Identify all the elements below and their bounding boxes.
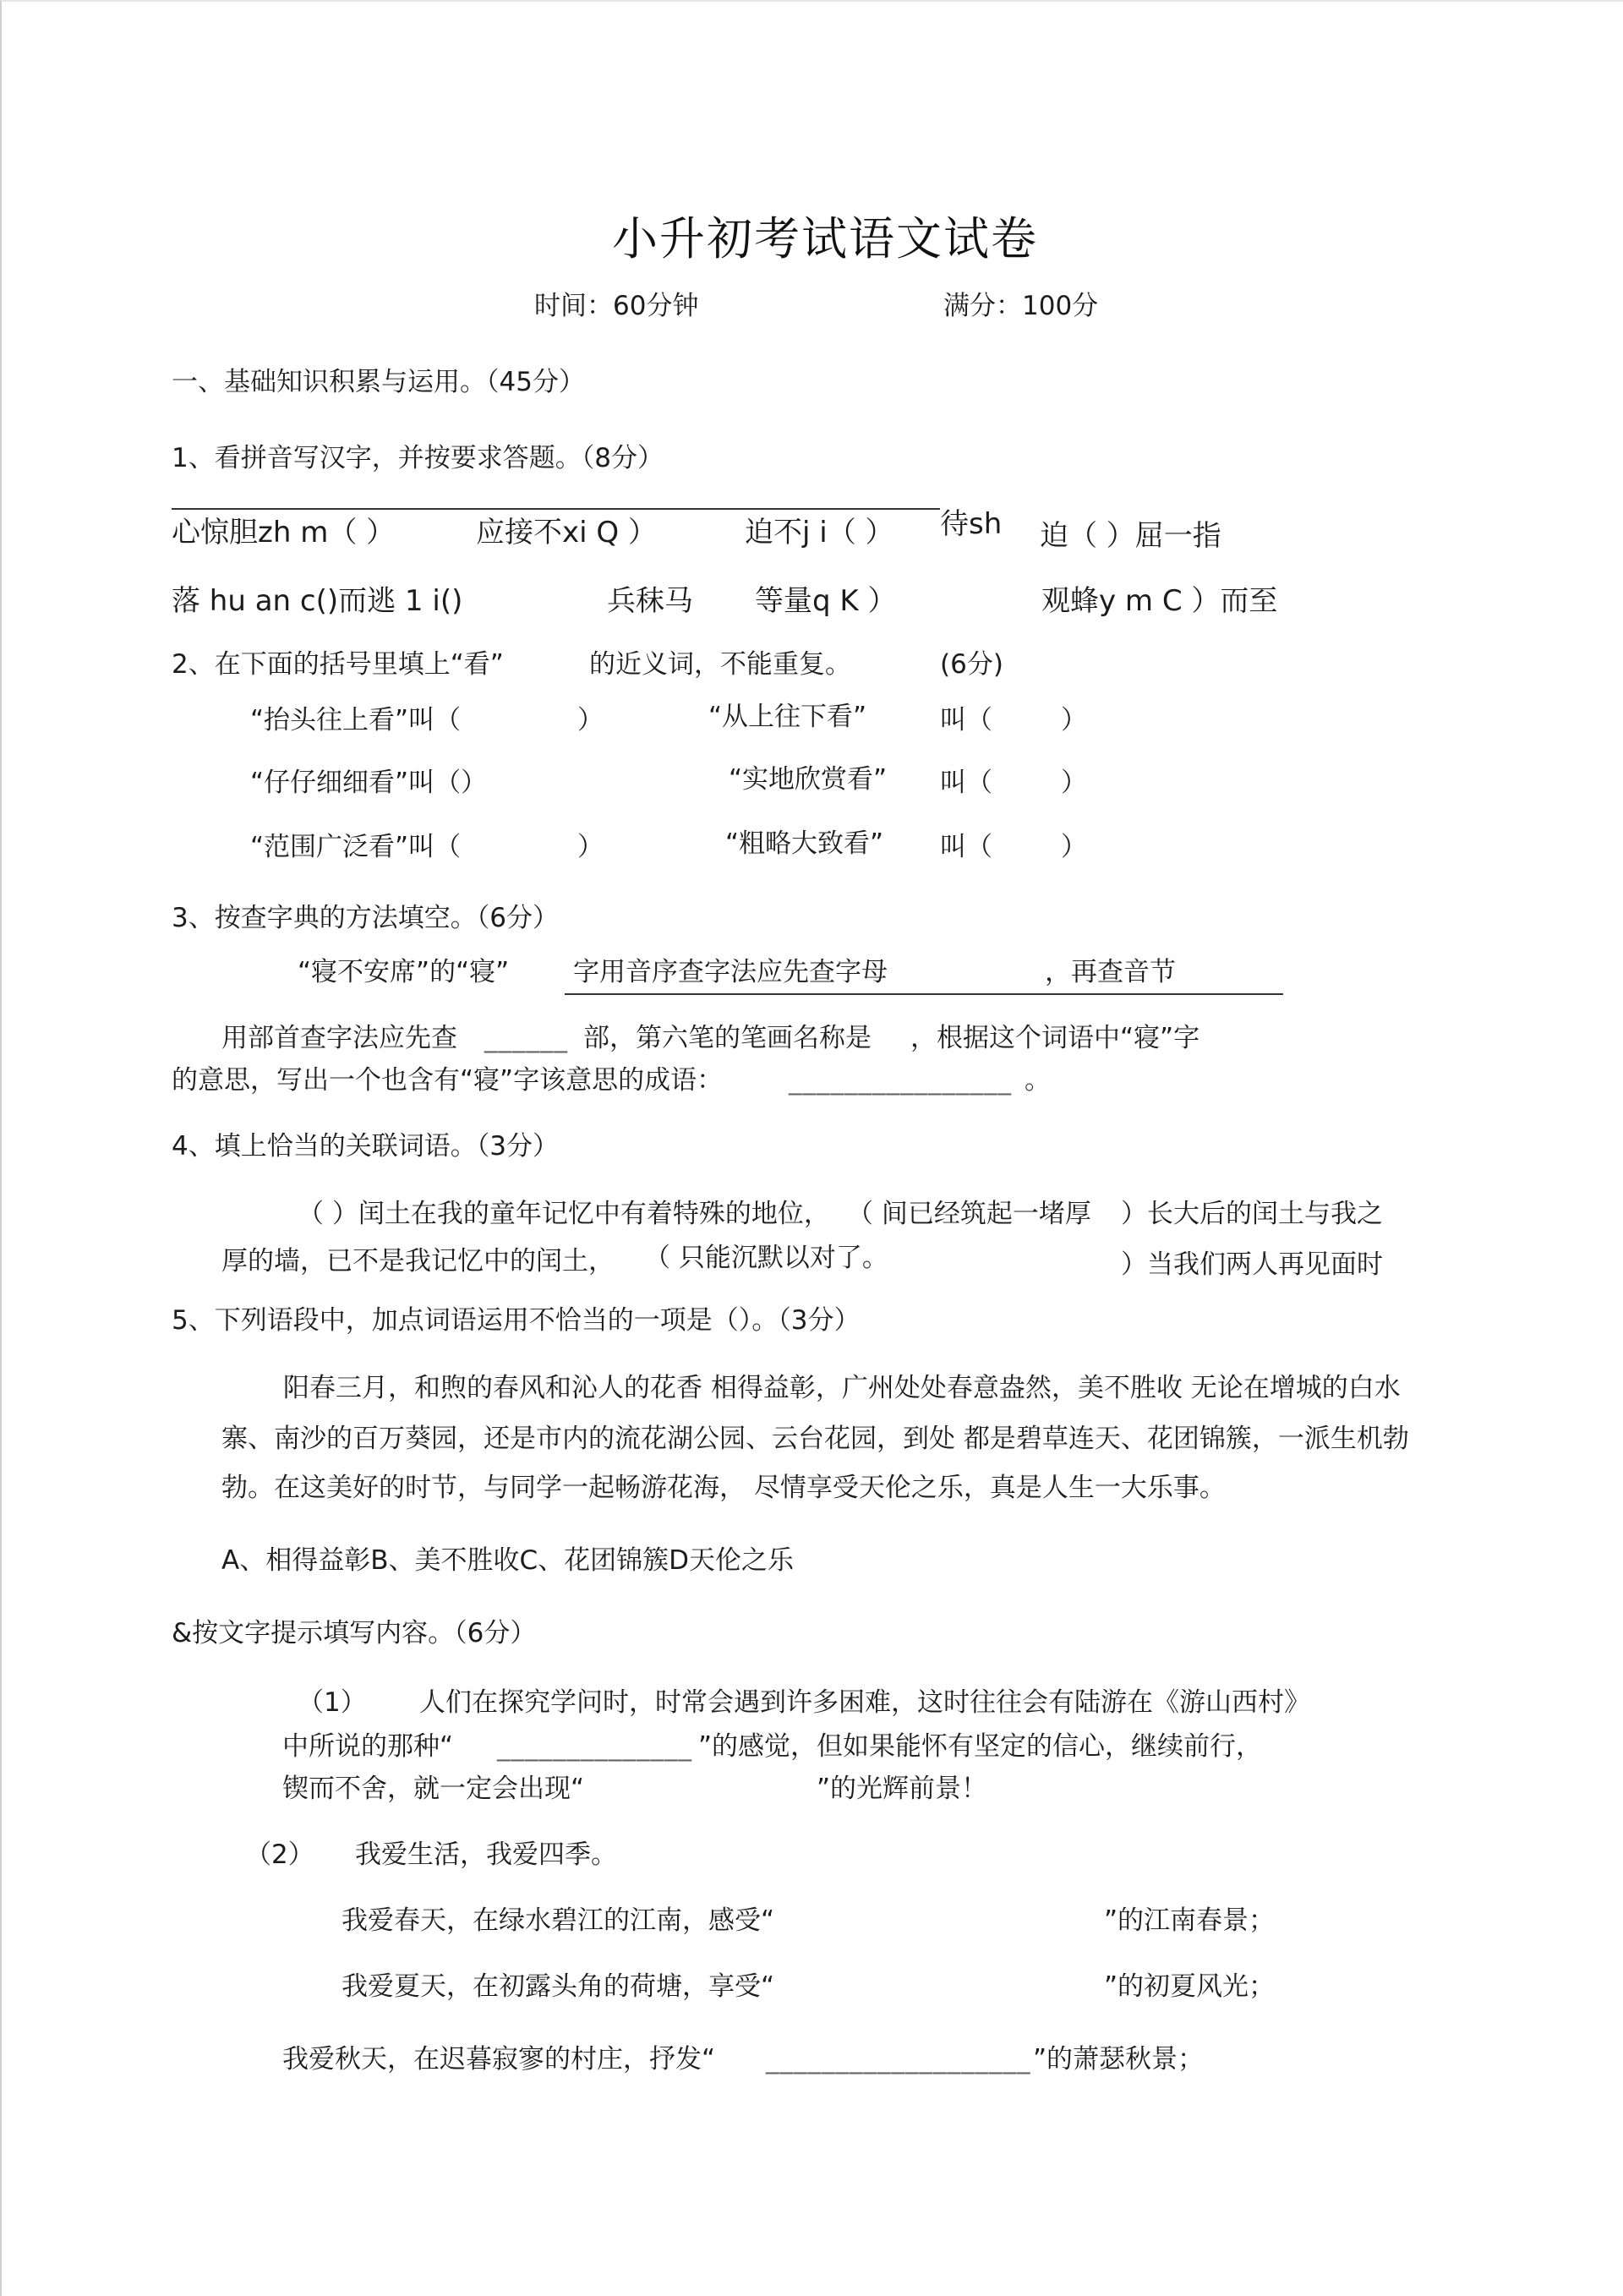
q2-left-close: ）	[577, 832, 604, 862]
q6-sub-number: （2）	[245, 1840, 314, 1870]
q2-left-close: ）	[577, 705, 604, 735]
q2-right-item: “实地欣赏看”	[729, 764, 888, 795]
q1-item: 心惊胆zh m（ ）	[172, 516, 396, 549]
page-title: 小升初考试语文试卷	[612, 212, 1038, 265]
q5-paragraph-line: 寨、南沙的百万葵园，还是市内的流花湖公园、云台花园，到处 都是碧草连天、花团锦簇，一派生机勃	[221, 1424, 1409, 1454]
q4-text: ）当我们两人再见面时	[1121, 1249, 1383, 1280]
q6-text: 我爱夏天，在初露头角的荷塘，享受“	[342, 1971, 775, 2002]
question-2-prompt: 的近义词，不能重复。	[589, 649, 851, 680]
q1-item: 观蜂y m C ）而至	[1041, 584, 1278, 618]
q6-text: 人们在探究学问时，时常会遇到许多困难，这时往往会有陆游在《游山西村》	[419, 1687, 1310, 1718]
q1-item: 兵秣马	[607, 584, 693, 618]
q3-text: ，根据这个词语中“寝”字	[910, 1023, 1200, 1053]
q2-left-item: “范围广泛看”叫（	[250, 832, 462, 862]
q1-item: 待sh	[940, 507, 1003, 541]
q2-left-item: “仔仔细细看”叫（）	[250, 768, 488, 798]
q4-text: 厚的墙，已不是我记忆中的闰土，	[221, 1246, 615, 1276]
q6-text: 锲而不舍，就一定会出现“	[282, 1774, 585, 1804]
q6-text: 中所说的那种“	[282, 1731, 454, 1762]
q4-text: （ ）闰土在我的童年记忆中有着特殊的地位，	[298, 1199, 830, 1229]
q6-text: 我爱生活，我爱四季。	[355, 1840, 617, 1870]
q2-right-close: ）	[1061, 705, 1087, 735]
q4-text: （ 只能沉默以对了。	[644, 1243, 888, 1273]
q2-right-item: “粗略大致看”	[725, 828, 884, 859]
question-2-prompt: 2、在下面的括号里填上“看”	[172, 649, 504, 680]
question-6-prompt: &按文字提示填写内容。（6分）	[172, 1618, 537, 1648]
q6-blank: ______________	[497, 1731, 692, 1762]
q3-text: ，再查音节	[1045, 957, 1176, 987]
q3-text: 部，第六笔的笔画名称是	[583, 1023, 872, 1053]
q3-text: “寝不安席”的“寝”	[298, 957, 510, 987]
exam-time: 时间：60分钟	[534, 291, 699, 321]
q2-left-item: “抬头往上看”叫（	[250, 705, 462, 735]
section-heading: 一、基础知识积累与运用。（45分）	[172, 367, 585, 397]
underline-rule	[565, 993, 1283, 995]
q5-paragraph-line: 勃。在这美好的时节，与同学一起畅游花海， 尽情享受天伦之乐，真是人生一大乐事。	[221, 1473, 1226, 1503]
q2-right-call: 叫（	[940, 768, 992, 798]
q6-text: ”的初夏风光；	[1104, 1971, 1276, 2002]
q6-text: ”的光辉前景！	[817, 1774, 988, 1804]
q6-text: ”的感觉，但如果能怀有坚定的信心，继续前行，	[698, 1731, 1263, 1762]
q4-text: ）长大后的闰土与我之	[1121, 1199, 1383, 1229]
q6-text: ”的江南春景；	[1104, 1905, 1276, 1936]
q6-text: 我爱春天，在绿水碧江的江南，感受“	[342, 1905, 775, 1936]
q2-right-call: 叫（	[940, 832, 992, 862]
q4-text: （ 间已经筑起一堵厚	[847, 1199, 1091, 1229]
q2-right-close: ）	[1061, 768, 1087, 798]
q1-item: 迫（ ）屈一指	[1040, 519, 1221, 553]
question-4-prompt: 4、填上恰当的关联词语。（3分）	[172, 1131, 559, 1162]
q6-text: 我爱秋天，在迟暮寂寥的村庄，抒发“	[282, 2044, 716, 2075]
q3-text: 。	[1025, 1065, 1051, 1096]
q6-text: ”的萧瑟秋景；	[1033, 2044, 1205, 2075]
q3-text: 用部首查字法应先查	[221, 1023, 457, 1053]
q6-sub-number: （1）	[298, 1687, 367, 1718]
question-1-prompt: 1、看拼音写汉字，并按要求答题。（8分）	[172, 443, 664, 473]
underline-rule	[172, 508, 940, 510]
q5-options: A、相得益彰B、美不胜收C、花团锦簇D天伦之乐	[221, 1545, 794, 1576]
q3-text: 字用音序查字法应先查字母	[573, 957, 888, 987]
q3-blank: ______	[484, 1023, 568, 1053]
question-2-points: (6分)	[940, 649, 1003, 680]
q2-right-call: 叫（	[940, 705, 992, 735]
q2-right-close: ）	[1061, 832, 1087, 862]
q1-item: 应接不xi Q ）	[476, 516, 657, 549]
q6-blank: ___________________	[766, 2044, 1031, 2075]
q1-item: 落 hu an c()而逃 1 i()	[172, 584, 463, 618]
question-5-prompt: 5、下列语段中，加点词语运用不恰当的一项是（）。（3分）	[172, 1305, 861, 1336]
exam-score: 满分：100分	[943, 291, 1099, 321]
q1-item: 等量q K ）	[755, 584, 897, 618]
q3-blank: ________________	[789, 1065, 1012, 1096]
question-3-prompt: 3、按查字典的方法填空。（6分）	[172, 903, 559, 933]
q5-paragraph-line: 阳春三月，和煦的春风和沁人的花香 相得益彰，广州处处春意盎然，美不胜收 无论在增城的白水	[283, 1373, 1401, 1403]
q1-item: 迫不j i（ ）	[745, 516, 894, 549]
q2-right-item: “从上往下看”	[708, 702, 867, 732]
q3-text: 的意思，写出一个也含有“寝”字该意思的成语：	[172, 1065, 724, 1096]
